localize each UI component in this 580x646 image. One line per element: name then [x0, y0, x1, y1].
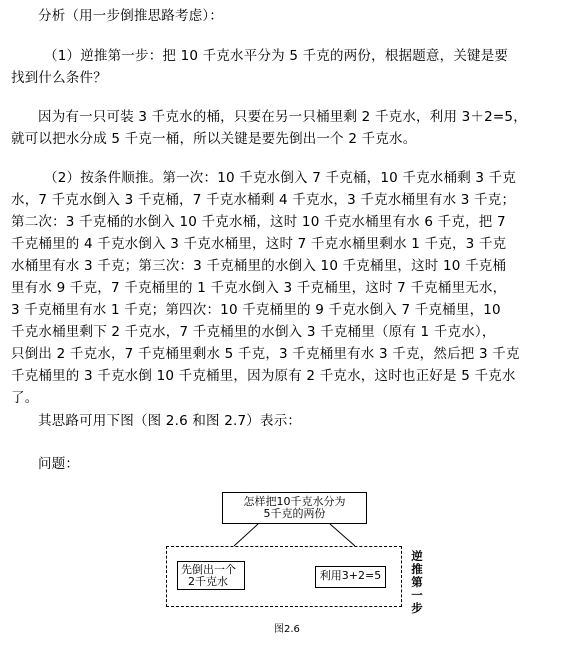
para3-line6: 里有水 9 千克，7 千克桶里的 1 千克水倒入 3 千克桶里，这时 7 千克桶里无水， — [11, 280, 507, 296]
para1-line1: （1）逆推第一步：把 10 千克水平分为 5 千克的两份，根据题意，关键是要 — [44, 48, 509, 64]
para2-line1: 因为有一只可装 3 千克水的桶，只要在另一只桶里剩 2 千克水，利用 3＋2=5， — [38, 109, 527, 125]
para4: 其思路可用下图（图 2.6 和图 2.7）表示： — [38, 413, 302, 429]
para3-line11: 了。 — [11, 390, 39, 406]
left-box-line2: 2千克水 — [188, 575, 228, 588]
para3-line2: 水，7 千克水倒入 3 千克桶，7 千克水桶剩 4 千克水，3 千克水桶里有水 3 千克； — [11, 192, 516, 208]
para5: 问题： — [38, 456, 80, 472]
side-label-char-3: 第 — [411, 575, 423, 589]
para3-line4: 千克桶里的 4 千克水倒入 3 千克水桶里，这时 7 千克水桶里剩水 1 千克，3 千克 — [11, 236, 507, 252]
diagram-side-label — [410, 550, 424, 615]
connector-left — [234, 524, 258, 546]
side-label-char-4: 一 — [411, 588, 423, 602]
top-box-line1: 怎样把10千克水分为 — [243, 495, 346, 508]
para1-line2: 找到什么条件？ — [11, 70, 107, 86]
side-label-char-5: 步 — [411, 601, 423, 615]
para3-line7: 3 千克桶里有水 1 千克；第四次：10 千克桶里的 9 千克水倒入 7 千克桶里，10 — [11, 302, 501, 318]
diagram-right-box — [315, 566, 386, 588]
side-label-char-1: 逆 — [411, 549, 423, 563]
figure-caption: 图2.6 — [274, 624, 300, 635]
top-box-line2: 5千克的两份 — [263, 507, 326, 520]
left-box-line1: 先倒出一个 — [181, 563, 236, 576]
para3-line8: 千克水桶里剩下 2 千克水，7 千克桶里的水倒入 3 千克桶里（原有 1 千克水）， — [11, 324, 496, 340]
analysis-heading: 分析（用一步倒推思路考虑）： — [38, 8, 224, 24]
para3-line5: 水桶里有水 3 千克；第三次：3 千克桶里的水倒入 10 千克桶里，这时 10 千克桶 — [11, 258, 507, 274]
para3-line9: 只倒出 2 千克水，7 千克桶里剩水 5 千克，3 千克桶里有水 3 千克，然后把 3 千克 — [11, 346, 520, 362]
para3-line1: （2）按条件顺推。第一次：10 千克水倒入 7 千克桶，10 千克水桶剩 3 千克 — [44, 170, 517, 186]
diagram-top-box — [222, 492, 367, 524]
para3-line10: 千克桶里的 3 千克水倒 10 千克桶里，因为原有 2 千克水，这时也正好是 5 千克水 — [11, 368, 516, 384]
side-label-char-2: 推 — [411, 562, 423, 576]
para2-line2: 就可以把水分成 5 千克一桶，所以关键是要先倒出一个 2 千克水。 — [11, 131, 417, 147]
diagram-left-box — [177, 561, 245, 590]
connector-right — [330, 524, 355, 546]
para3-line3: 第二次：3 千克桶的水倒入 10 千克水桶，这时 10 千克水桶里有水 6 千克，把 7 — [11, 214, 506, 230]
right-box-label: 利用3+2=5 — [319, 569, 382, 582]
